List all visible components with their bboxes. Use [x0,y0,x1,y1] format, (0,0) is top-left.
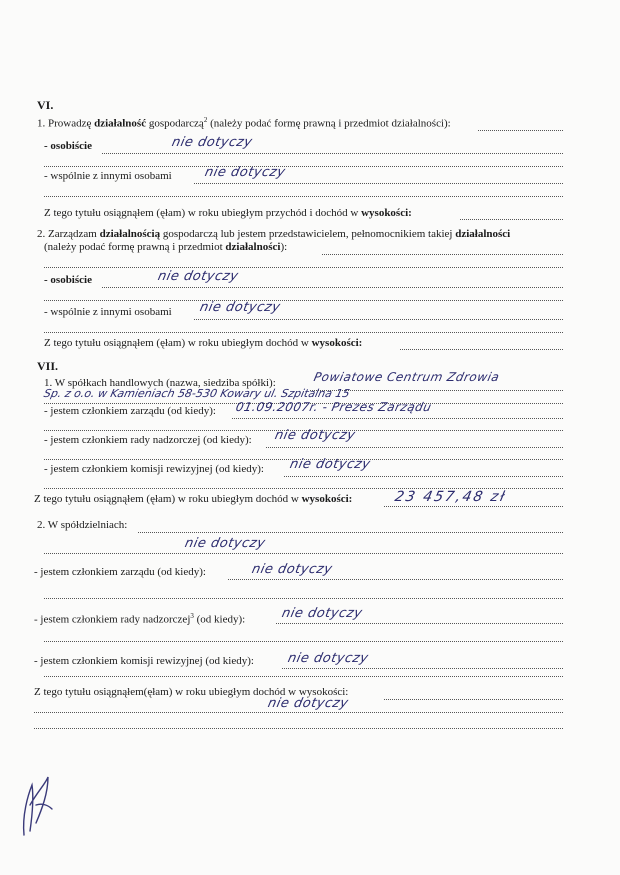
s6-personally-label: - osobiście [44,140,92,152]
dotted-line [276,623,563,624]
s6-personally2-label: - osobiście [44,274,92,286]
s6-personally2-value: nie dotyczy [156,269,240,284]
s7-income-text: Z tego tytułu osiągnąłem (ęłam) w roku ubiegłym dochód w wysokości: [34,493,353,505]
s7-company-line1: Powiatowe Centrum Zdrowia [312,370,501,384]
dotted-line [460,219,563,220]
dotted-line [34,728,563,729]
dotted-line [266,447,563,448]
s7-coop-income-label: Z tego tytułu osiągnąłem(ęłam) w roku ubiegłym dochód w wysokości: [34,686,349,698]
dotted-line [384,506,563,507]
dotted-line [44,196,563,197]
dotted-line [44,676,563,677]
s7-audit-value: nie dotyczy [288,457,372,472]
s6-q1-text: 1. Prowadzę działalność gospodarczą$^2$ (należy podać formę prawną i przedmiot działalności): [37,116,451,130]
s6-personally-value: nie dotyczy [170,135,254,150]
s7-board-label: - jestem członkiem zarządu (od kiedy): [44,405,216,417]
dotted-line [44,332,563,333]
dotted-line [400,349,563,350]
s6-jointly2-value: nie dotyczy [198,300,282,315]
section-vii-heading: VII. [37,359,59,373]
dotted-line [194,319,563,320]
s7-audit-label: - jestem członkiem komisji rewizyjnej (od kiedy): [44,463,264,475]
s7-coop-supervisory-value: nie dotyczy [280,606,364,621]
dotted-line [102,287,563,288]
dotted-line [138,532,563,533]
dotted-line [284,476,563,477]
dotted-line [282,668,563,669]
s7-q2-label: 2. W spółdzielniach: [37,519,128,531]
s6-q2-line2: (należy podać formę prawną i przedmiot działalności): [44,241,288,253]
dotted-line [44,166,563,167]
dotted-line [194,183,563,184]
s7-coop-income-value: nie dotyczy [266,696,350,711]
dotted-line [232,418,563,419]
dotted-line [384,699,563,700]
s6-jointly-value: nie dotyczy [203,165,287,180]
dotted-line [228,579,563,580]
dotted-line [44,598,563,599]
s7-supervisory-label: - jestem członkiem rady nadzorczej (od kiedy): [44,434,252,446]
dotted-line [322,254,563,255]
s7-coop-supervisory-label: - jestem członkiem rady nadzorczej$^3$ (od kiedy): [34,612,246,626]
section-vi-heading: VI. [37,98,54,112]
s7-board-value: 01.09.2007r. - Prezes Zarządu [234,400,433,414]
s6-jointly-label: - wspólnie z innymi osobami [44,170,172,182]
s7-q1-label: 1. W spółkach handlowych (nazwa, siedziba spółki): [44,377,276,389]
s6-jointly2-label: - wspólnie z innymi osobami [44,306,172,318]
s6-q2-line1: 2. Zarządzam działalnością gospodarczą lub jestem przedstawicielem, pełnomocnikiem takiej działalności [37,228,511,240]
s6-income2-text: Z tego tytułu osiągnąłem (ęłam) w roku ubiegłym dochód w wysokości: [44,337,363,349]
dotted-line [44,300,563,301]
signature-initials [18,765,58,845]
s7-coop-board-value: nie dotyczy [250,562,334,577]
dotted-line [34,712,563,713]
dotted-line [44,553,563,554]
dotted-line [478,130,563,131]
dotted-line [44,641,563,642]
s7-coop-audit-value: nie dotyczy [286,651,370,666]
s7-income-value: 23 457,48 zł [393,489,508,505]
s7-coop-audit-label: - jestem członkiem komisji rewizyjnej (od kiedy): [34,655,254,667]
s7-coop-value: nie dotyczy [183,536,267,551]
dotted-line [44,267,563,268]
s7-supervisory-value: nie dotyczy [273,428,357,443]
s7-company-line2: Sp. z o.o. w Kamieniach 58-530 Kowary ul. Szpitalna 15 [42,387,351,400]
s6-income1-text: Z tego tytułu osiągnąłem (ęłam) w roku ubiegłym przychód i dochód w wysokości: [44,207,412,219]
s7-coop-board-label: - jestem członkiem zarządu (od kiedy): [34,566,206,578]
dotted-line [102,153,563,154]
